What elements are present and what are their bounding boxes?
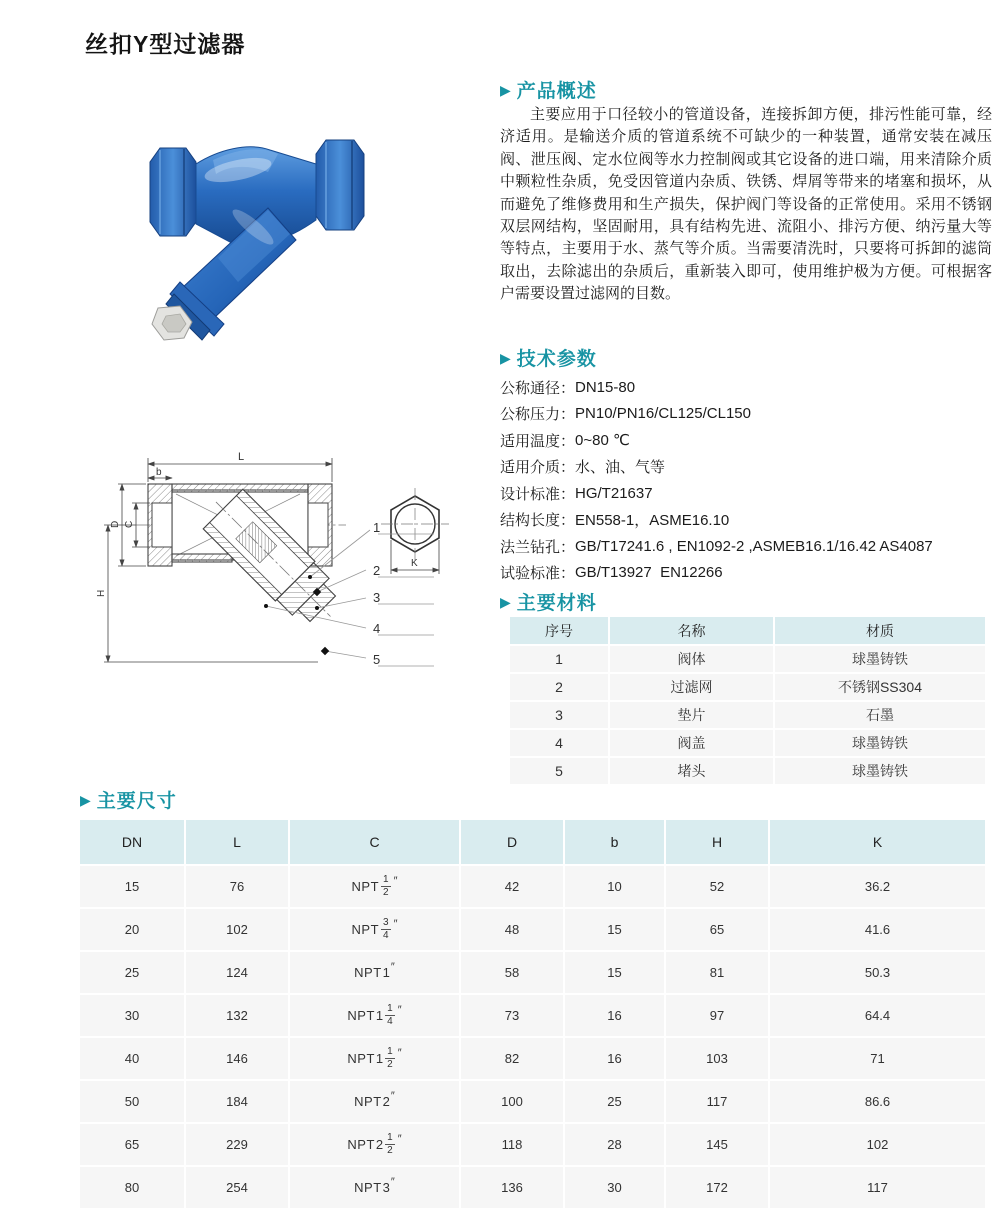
dimensions-cell: 30 <box>80 995 184 1036</box>
dimensions-cell: 25 <box>565 1081 664 1122</box>
dimensions-cell: 15 <box>565 952 664 993</box>
dimensions-cell: 124 <box>186 952 288 993</box>
spec-label: 法兰钻孔： <box>500 538 576 556</box>
dimensions-cell: 71 <box>770 1038 985 1079</box>
materials-cell: 堵头 <box>610 758 773 784</box>
npt-size: NPT 1 $\frac{1}{2}$ ″ <box>347 1046 402 1070</box>
dimensions-header-cell: b <box>565 820 664 864</box>
dim-label-b: b <box>156 467 162 478</box>
dimensions-cell: 15 <box>80 866 184 907</box>
spec-value: HG/T21637 <box>575 484 653 502</box>
materials-header-cell: 名称 <box>610 617 773 644</box>
dimensions-cell: 102 <box>770 1124 985 1165</box>
right-cap <box>308 484 332 566</box>
dimensions-header-cell: K <box>770 820 985 864</box>
overview-heading-text: 产品概述 <box>516 81 597 102</box>
spec-label: 公称压力： <box>500 406 576 424</box>
dimensions-header-cell: D <box>461 820 563 864</box>
dimensions-cell: 136 <box>461 1167 563 1208</box>
dimensions-cell: 25 <box>80 952 184 993</box>
spec-value: PN10/PN16/CL125/CL150 <box>575 405 751 423</box>
dimensions-cell <box>290 1167 459 1208</box>
dimensions-cell: 145 <box>666 1124 768 1165</box>
dimensions-cell <box>290 1038 459 1079</box>
npt-size: NPT 2 $\frac{1}{2}$ ″ <box>347 1132 402 1156</box>
dimensions-cell: 146 <box>186 1038 288 1079</box>
dimensions-cell: 36.2 <box>770 866 985 907</box>
dimensions-cell: 86.6 <box>770 1081 985 1122</box>
spec-value: GB/T13927 EN12266 <box>575 564 723 582</box>
section-heading-specs <box>500 344 597 371</box>
dimensions-cell: 102 <box>186 909 288 950</box>
dimensions-cell <box>290 909 459 950</box>
dimensions-cell: 132 <box>186 995 288 1036</box>
section-heading-overview <box>500 76 597 103</box>
npt-size: NPT 2 ″ <box>354 1089 395 1109</box>
materials-heading-text: 主要材料 <box>516 593 597 614</box>
npt-size: NPT $\frac{3}{4}$ ″ <box>351 917 398 941</box>
materials-cell: 阀体 <box>610 646 773 672</box>
callout-1: 1 <box>373 520 381 535</box>
section-arrow-icon: ▶ <box>80 791 92 808</box>
dimensions-cell: 52 <box>666 866 768 907</box>
spec-value: GB/T17241.6 , EN1092-2 ,ASMEB16.1/16.42 AS4087 <box>575 537 933 555</box>
dimensions-cell: 118 <box>461 1124 563 1165</box>
spec-line <box>500 454 992 481</box>
spec-value: 水、油、气等 <box>575 459 666 477</box>
dimensions-cell: 16 <box>565 1038 664 1079</box>
spec-label: 公称通径： <box>500 379 576 397</box>
materials-cell: 5 <box>510 758 608 784</box>
spec-line <box>500 401 992 428</box>
dimensions-cell: 80 <box>80 1167 184 1208</box>
materials-cell: 石墨 <box>775 702 985 728</box>
dimensions-cell: 103 <box>666 1038 768 1079</box>
callout-2: 2 <box>373 563 381 578</box>
npt-size: NPT 1 ″ <box>354 960 395 980</box>
dimensions-cell: 73 <box>461 995 563 1036</box>
spec-label: 适用温度： <box>500 432 576 450</box>
page-title: 丝扣Y型过滤器 <box>85 31 246 57</box>
dim-label-C: C <box>124 520 135 528</box>
spec-label: 结构长度： <box>500 512 576 530</box>
spec-line <box>500 427 992 454</box>
npt-size: NPT 3 ″ <box>354 1175 395 1195</box>
materials-header-cell: 序号 <box>510 617 608 644</box>
specs-heading-text: 技术参数 <box>516 349 597 370</box>
valve-right-nut <box>316 140 364 230</box>
dimensions-cell: 48 <box>461 909 563 950</box>
dimensions-cell: 76 <box>186 866 288 907</box>
dim-label-K: K <box>411 558 418 569</box>
materials-cell: 4 <box>510 730 608 756</box>
section-heading-dimensions <box>80 786 177 813</box>
dimensions-cell <box>290 952 459 993</box>
dimensions-cell: 64.4 <box>770 995 985 1036</box>
dimensions-cell: 41.6 <box>770 909 985 950</box>
spec-line <box>500 374 992 401</box>
spec-label: 适用介质： <box>500 459 576 477</box>
dim-label-H: H <box>96 589 107 597</box>
dimensions-header-cell: H <box>666 820 768 864</box>
section-arrow-icon: ▶ <box>500 349 512 366</box>
callout-3: 3 <box>373 590 381 605</box>
dimensions-cell: 28 <box>565 1124 664 1165</box>
materials-cell: 阀盖 <box>610 730 773 756</box>
spec-label: 试验标准： <box>500 565 576 583</box>
dimensions-cell: 172 <box>666 1167 768 1208</box>
callout-5: 5 <box>373 652 381 667</box>
dimensions-table <box>80 820 985 1208</box>
dimensions-cell: 15 <box>565 909 664 950</box>
spec-label: 设计标准： <box>500 485 576 503</box>
specs-list <box>500 374 992 586</box>
spec-line <box>500 507 992 534</box>
materials-cell: 2 <box>510 674 608 700</box>
dimensions-cell: 58 <box>461 952 563 993</box>
dimensions-cell: 81 <box>666 952 768 993</box>
dimensions-cell: 50.3 <box>770 952 985 993</box>
materials-header-cell: 材质 <box>775 617 985 644</box>
overview-paragraph: 主要应用于口径较小的管道设备，连接拆卸方便，排污性能可靠，经济适用。是输送介质的管道系统不可缺少的一种装置，通常安装在减压阀、泄压阀、定水位阀等水力控制阀或其它设备的进口端，用来清除介质中颗粒性杂质，免受因管道内杂质、铁锈、焊屑等带来的堵塞和损坏，从而避免了维修费用和生产损失，保护阀门等设备的正常使用。采用不锈钢双层网结构，坚固耐用，具有结构先进、流阻小、排污方便、纳污量大等等特点，主要用于水、蒸气等介质。当需要清洗时，只要将可拆卸的滤筒取出，去除滤出的杂质后，重新装入即可，使用维护极为方便。可根据客户需要设置过滤网的目数。 <box>500 106 992 303</box>
dimensions-cell <box>290 995 459 1036</box>
dimensions-cell: 50 <box>80 1081 184 1122</box>
dimensions-cell: 42 <box>461 866 563 907</box>
dimensions-cell: 254 <box>186 1167 288 1208</box>
dimensions-cell: 30 <box>565 1167 664 1208</box>
materials-cell: 球墨铸铁 <box>775 730 985 756</box>
materials-cell: 1 <box>510 646 608 672</box>
dimensions-cell: 229 <box>186 1124 288 1165</box>
materials-table <box>510 617 985 784</box>
dim-label-D: D <box>110 520 121 528</box>
dimensions-cell: 117 <box>666 1081 768 1122</box>
npt-size: NPT $\frac{1}{2}$ ″ <box>351 874 398 898</box>
dimensions-cell: 97 <box>666 995 768 1036</box>
section-heading-materials <box>500 588 597 615</box>
dimensions-heading-text: 主要尺寸 <box>96 791 177 812</box>
spec-line <box>500 480 992 507</box>
dimensions-cell: 10 <box>565 866 664 907</box>
section-arrow-icon: ▶ <box>500 81 512 98</box>
spec-line <box>500 560 992 587</box>
materials-cell: 球墨铸铁 <box>775 758 985 784</box>
dimensions-header-cell: C <box>290 820 459 864</box>
dimensions-cell: 100 <box>461 1081 563 1122</box>
left-cap <box>148 484 172 566</box>
dimensions-cell: 184 <box>186 1081 288 1122</box>
dimensions-cell: 20 <box>80 909 184 950</box>
materials-cell: 过滤网 <box>610 674 773 700</box>
dimensions-cell <box>290 1124 459 1165</box>
dimensions-cell: 82 <box>461 1038 563 1079</box>
dimensions-cell <box>290 1081 459 1122</box>
dimensions-header-cell: DN <box>80 820 184 864</box>
dimensions-cell: 65 <box>80 1124 184 1165</box>
dimensions-cell: 117 <box>770 1167 985 1208</box>
section-arrow-icon: ▶ <box>500 593 512 610</box>
spec-value: DN15-80 <box>575 378 636 396</box>
dimensions-cell: 40 <box>80 1038 184 1079</box>
spec-value: EN558-1，ASME16.10 <box>575 512 730 530</box>
dim-label-L: L <box>238 451 245 463</box>
materials-cell: 球墨铸铁 <box>775 646 985 672</box>
dimensions-header-cell: L <box>186 820 288 864</box>
callout-4: 4 <box>373 621 381 636</box>
spec-line <box>500 533 992 560</box>
materials-cell: 3 <box>510 702 608 728</box>
npt-size: NPT 1 $\frac{1}{4}$ ″ <box>347 1003 402 1027</box>
product-photo <box>118 112 403 357</box>
technical-drawing <box>78 442 488 692</box>
dimensions-cell: 16 <box>565 995 664 1036</box>
dimensions-cell: 65 <box>666 909 768 950</box>
spec-value: 0~80 ℃ <box>575 432 630 450</box>
materials-cell: 不锈钢SS304 <box>775 674 985 700</box>
valve-left-nut <box>150 148 196 236</box>
dimensions-cell <box>290 866 459 907</box>
materials-cell: 垫片 <box>610 702 773 728</box>
